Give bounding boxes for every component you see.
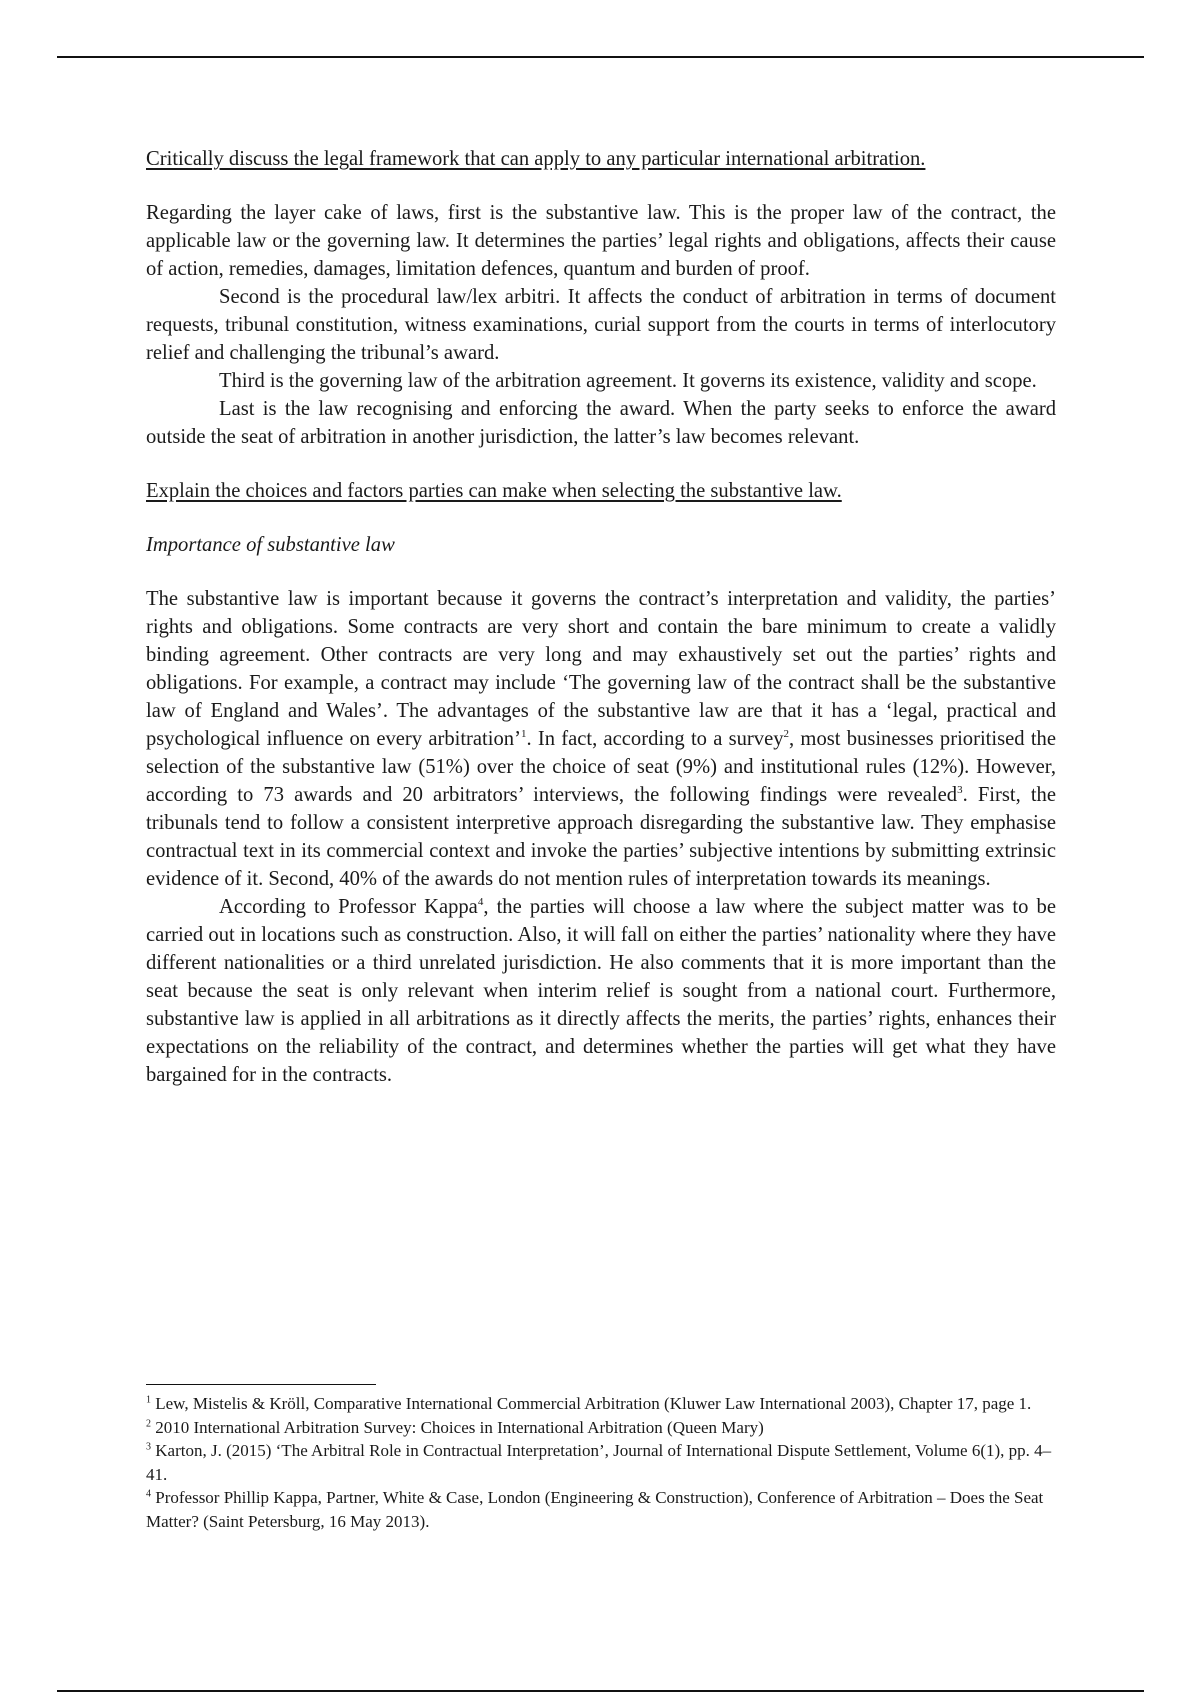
footnote-number: 2 [146,1417,151,1429]
footnote-text: Lew, Mistelis & Kröll, Comparative International Commercial Arbitration (Kluwer Law International 2003), Chapter 17, page 1. [155,1394,1032,1413]
text-segment: . First, the tribunals tend to follow a consistent interpretive approach disregarding the substantive law. They emphasise contractual text in its commercial context and invoke the parties’ subjective intentions by submitting extrinsic evidence of it. Second, 40% of the awards do not mention rules of interpretation towards its meanings. [146,784,1056,890]
footnote-number: 3 [146,1441,151,1453]
text-segment: According to Professor Kappa [219,896,478,918]
footnote-ref-4: 4 [477,896,484,909]
question-2-heading: Explain the choices and factors parties can make when selecting the substantive law. [146,480,842,502]
footnote-text: Professor Phillip Kappa, Partner, White & Case, London (Engineering & Construction), Conference of Arbitration – Does the Seat Matter? (Saint Petersburg, 16 May 2013). [146,1488,1044,1531]
footnote-number: 1 [146,1394,151,1406]
footnote-1 [146,1392,1066,1416]
footnote-3 [146,1439,1066,1486]
footnote-separator [146,1384,376,1385]
paragraph-procedural-law: Second is the procedural law/lex arbitri. It affects the conduct of arbitration in terms of document requests, tribunal constitution, witness examinations, curial support from the courts in terms of interlocutory relief and challenging the tribunal’s award. [146,286,1056,364]
footnote-ref-2: 2 [783,728,790,741]
footnote-4 [146,1486,1066,1533]
page-top-rule [57,56,1144,58]
footnote-text: 2010 International Arbitration Survey: Choices in International Arbitration (Queen Mary) [155,1417,764,1437]
footnote-2 [146,1416,1066,1440]
paragraph-arbitration-agreement-law: Third is the governing law of the arbitration agreement. It governs its existence, validity and scope. [219,370,1037,392]
footnote-number: 4 [146,1488,151,1500]
paragraph-importance [146,585,1056,893]
text-segment: . In fact, according to a survey [526,728,784,750]
page-bottom-rule [57,1690,1144,1692]
footnote-ref-3: 3 [957,784,963,797]
paragraph-substantive-law: Regarding the layer cake of laws, first is the substantive law. This is the proper law of the contract, the applicable law or the governing law. It determines the parties’ legal rights and obligations, affects their cause of action, remedies, damages, limitation defences, quantum and burden of proof. [146,202,1056,280]
paragraph-kappa [146,893,1056,1089]
text-segment: , the parties will choose a law where the subject matter was to be carried out in locations such as construction. Also, it will fall on either the parties’ nationality where they have different nationalities or a third unrelated jurisdiction. He also comments that it is more important than the seat because the seat is only relevant when interim relief is sought from a national court. Furthermore, substantive law is applied in all arbitrations as it directly affects the merits, the parties’ rights, enhances their expectations on the reliability of the contract, and determines whether the parties will get what they have bargained for in the contracts. [146,896,1056,1086]
footnotes [146,1392,1066,1533]
subheading-importance: Importance of substantive law [146,534,395,556]
question-1-heading: Critically discuss the legal framework that can apply to any particular international arbitration. [146,148,926,170]
text-segment: , most businesses prioritised the selection of the substantive law (51%) over the choice of seat (9%) and institutional rules (12%). However, according to 73 awards and 20 arbitrators’ interviews, the following findings were revealed [146,728,1056,806]
text-segment: The substantive law is important because it governs the contract’s interpretation and validity, the parties’ rights and obligations. Some contracts are very short and contain the bare minimum to create a validly binding agreement. Other contracts are very long and may exhaustively set out the parties’ rights and obligations. For example, a contract may include ‘The governing law of the contract shall be the substantive law of England and Wales’. The advantages of the substantive law are that it has a ‘legal, practical and psychological influence on every arbitration’ [146,588,1056,750]
footnote-text: Karton, J. (2015) ‘The Arbitral Role in Contractual Interpretation’, Journal of International Dispute Settlement, Volume 6(1), pp. 4–41. [146,1441,1052,1484]
document-body [146,145,1056,1089]
paragraph-enforcement-law: Last is the law recognising and enforcing the award. When the party seeks to enforce the award outside the seat of arbitration in another jurisdiction, the latter’s law becomes relevant. [146,398,1056,448]
footnote-ref-1: 1 [520,728,527,741]
